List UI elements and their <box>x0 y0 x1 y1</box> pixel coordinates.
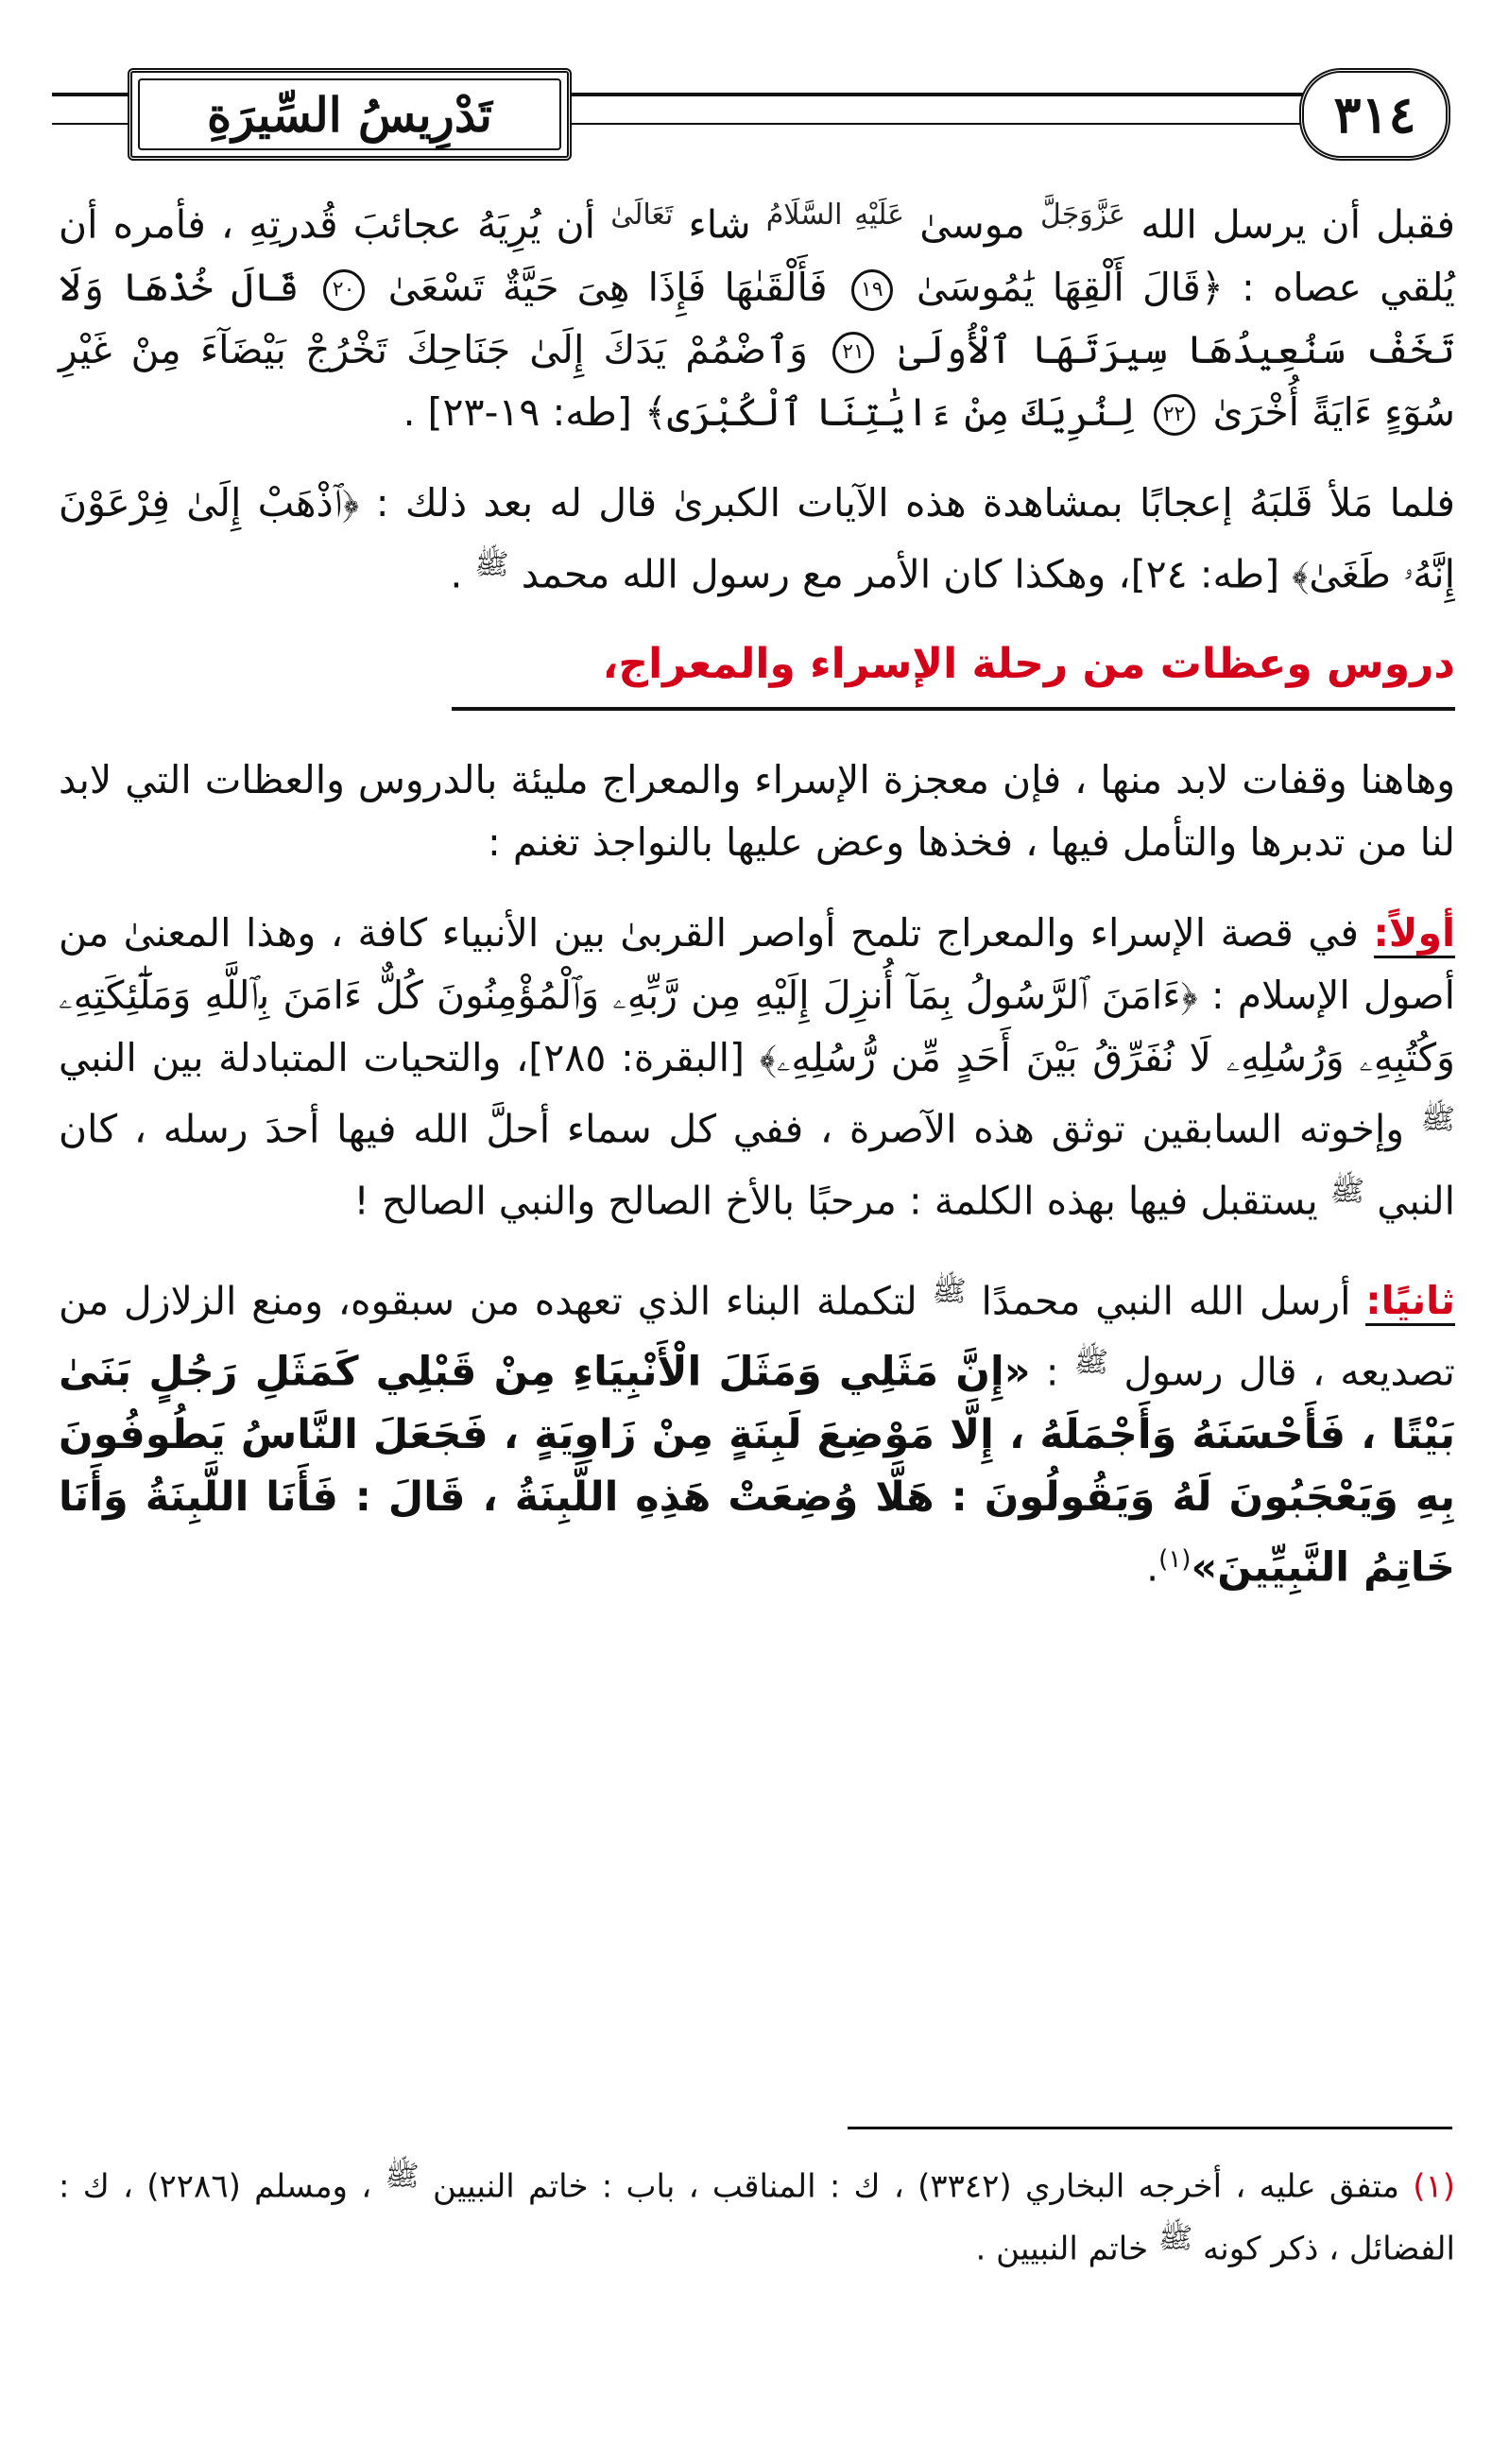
quran-verse: قَالَ خُذْهَا وَلَا تَخَفْ سَنُعِيدُهَا سِيرَتَهَا ٱلْأُولَىٰ <box>59 264 1455 372</box>
paragraph-moses <box>59 184 1455 443</box>
text-span: لتكملة البناء الذي تعهده من سبقوه، ومنع الزلازل من تصديعه ، قال رسول <box>59 1278 1455 1395</box>
header-rule-middle-thin <box>567 123 1304 125</box>
verse-number: ٢٢ <box>1154 394 1195 436</box>
honorific: عَزَّوَجَلَّ <box>1040 198 1126 232</box>
header-rule-middle <box>567 93 1304 96</box>
book-title: تَدْرِيسُ السِّيرَةِ <box>207 86 492 143</box>
footnotes <box>59 2150 1455 2276</box>
header-rule-left <box>52 93 128 96</box>
page-number-frame <box>1299 68 1450 161</box>
honorific: ﷺ <box>1073 1346 1109 1380</box>
honorific: ﷺ <box>1157 2222 1193 2256</box>
text-span: . <box>450 551 463 597</box>
text-span: وإخوته السابقين توثق هذه الآصرة ، ففي كل سماء أحلَّ الله فيها أحدَ رسله ، كان النبي <box>59 1106 1455 1224</box>
honorific: ﷺ <box>474 547 509 581</box>
text-span: خاتم النبيين . <box>975 2230 1149 2268</box>
text-span: موسىٰ <box>919 201 1025 248</box>
verse-number: ٢٠ <box>323 269 365 311</box>
quran-verse: ﴿قَالَ أَلْقِهَا يَٰمُوسَىٰ <box>916 264 1224 310</box>
quran-verse: ﴿ٱذْهَبْ إِلَىٰ فِرْعَوْنَ إِنَّهُۥ طَغَىٰ﴾ <box>59 479 1455 597</box>
text-span: : <box>1045 1349 1059 1395</box>
text-span: فقبل أن يرسل الله <box>1140 201 1455 248</box>
quran-verse: لِنُرِيَكَ مِنْ ءَايَٰتِنَا ٱلْكُبْرَى﴾ <box>643 388 1136 435</box>
footnote-separator <box>848 2127 1452 2129</box>
paragraph-intro: وهاهنا وقفات لابد منها ، فإن معجزة الإسراء والمعراج مليئة بالدروس والعظات التي لابد لنا من تدبرها والتأمل فيها ، فخذها وعض عليها بالنواجذ تغنم : <box>59 757 1455 866</box>
header-rule-left-thin <box>52 123 128 125</box>
honorific: تَعَالَىٰ <box>610 198 674 232</box>
honorific: ﷺ <box>1329 1174 1365 1208</box>
honorific: عَلَيْهِ السَّلَامُ <box>765 198 905 232</box>
paragraph-pharaoh <box>59 472 1455 606</box>
text-span: ، ومسلم (٢٢٨٦) ، ك : الفضائل ، ذكر كونه <box>59 2167 1455 2268</box>
quran-verse: فَأَلْقَىٰهَا فَإِذَا هِىَ حَيَّةٌ تَسْعَىٰ <box>387 264 828 310</box>
quran-verse: ﴿ءَامَنَ ٱلرَّسُولُ بِمَآ أُنزِلَ إِلَيْهِ مِن رَّبِّهِۦ وَٱلْمُؤْمِنُونَ كُلٌّ ءَامَنَ بِٱللَّهِ وَمَلَٰٓئِكَتِهِۦ وَكُتُبِهِۦ وَرُسُلِهِۦ لَا نُفَرِّقُ بَيْنَ أَحَدٍ مِّن رُّسُلِهِۦ﴾ <box>59 973 1455 1081</box>
honorific: ﷺ <box>932 1274 967 1308</box>
verse-reference: [طه: ١٩-٢٣] . <box>403 388 632 435</box>
quran-verse: وَٱضْمُمْ يَدَكَ إِلَىٰ جَنَاحِكَ تَخْرُجْ بَيْضَآءَ مِنْ غَيْرِ سُوٓءٍ ءَايَةً أُخْرَىٰ <box>59 326 1455 435</box>
text-span: . <box>1146 1544 1159 1591</box>
text-span: [البقرة: ٢٨٥]، والتحيات المتبادلة بين النبي <box>59 1035 745 1081</box>
lesson-label: أولاً: <box>1374 910 1455 958</box>
text-span: [طه: ٢٤]، وهكذا كان الأمر مع رسول الله محمد <box>521 551 1280 597</box>
footnote-reference[interactable]: (١) <box>1158 1544 1192 1574</box>
hadith-quote: «إِنَّ مَثَلِي وَمَثَلَ الْأَنْبِيَاءِ مِنْ قَبْلِي كَمَثَلِ رَجُلٍ بَنَىٰ بَيْتًا ، فَأَحْسَنَهُ وَأَجْمَلَهُ ، إِلَّا مَوْضِعَ لَبِنَةٍ مِنْ زَاوِيَةٍ ، فَجَعَلَ النَّاسُ يَطُوفُونَ بِهِ وَيَعْجَبُونَ لَهُ وَيَقُولُونَ : هَلَّا وُضِعَتْ هَذِهِ اللَّبِنَةُ ، قَالَ : فَأَنَا اللَّبِنَةُ وَأَنَا خَاتِمُ النَّبِيِّينَ» <box>59 1348 1455 1592</box>
footnote-number: (١) <box>1413 2167 1456 2206</box>
page-number: ٣١٤ <box>1333 84 1416 145</box>
paragraph-second-lesson <box>59 1261 1455 1599</box>
text-span: أن يُرِيَهُ عجائبَ قُدرتِهِ ، فأمره أن يُلقي عصاه : <box>59 201 1455 310</box>
text-span: أرسل الله النبي محمدًا <box>981 1278 1351 1324</box>
text-span: في قصة الإسراء والمعراج تلمح أواصر القربىٰ بين الأنبياء كافة ، وهذا المعنىٰ من أصول الإسلام : <box>59 910 1456 1019</box>
text-span: فلما مَلأ قَلبَهُ إعجابًا بمشاهدة هذه الآيات الكبرىٰ قال له بعد ذلك : <box>375 479 1455 526</box>
section-heading: دروس وعظات من رحلة الإسراء والمعراج، <box>452 635 1455 711</box>
page-header <box>52 57 1460 161</box>
verse-number: ٢١ <box>832 332 874 373</box>
lesson-label: ثانيًا: <box>1365 1278 1455 1326</box>
paragraph-first-lesson <box>59 902 1455 1232</box>
book-title-frame <box>128 68 572 161</box>
honorific: ﷺ <box>385 2160 420 2193</box>
text-span: متفق عليه ، أخرجه البخاري (٣٣٤٢) ، ك : المناقب ، باب : خاتم النبيين <box>433 2167 1399 2206</box>
text-span: شاء <box>688 201 751 248</box>
honorific: ﷺ <box>1420 1103 1455 1137</box>
footnote-item <box>59 2150 1455 2276</box>
text-span: يستقبل فيها بهذه الكلمة : مرحبًا بالأخ الصالح والنبي الصالح ! <box>353 1178 1318 1224</box>
section-heading-wrap <box>59 633 1455 711</box>
verse-number: ١٩ <box>851 269 893 311</box>
main-text <box>59 184 1455 1628</box>
